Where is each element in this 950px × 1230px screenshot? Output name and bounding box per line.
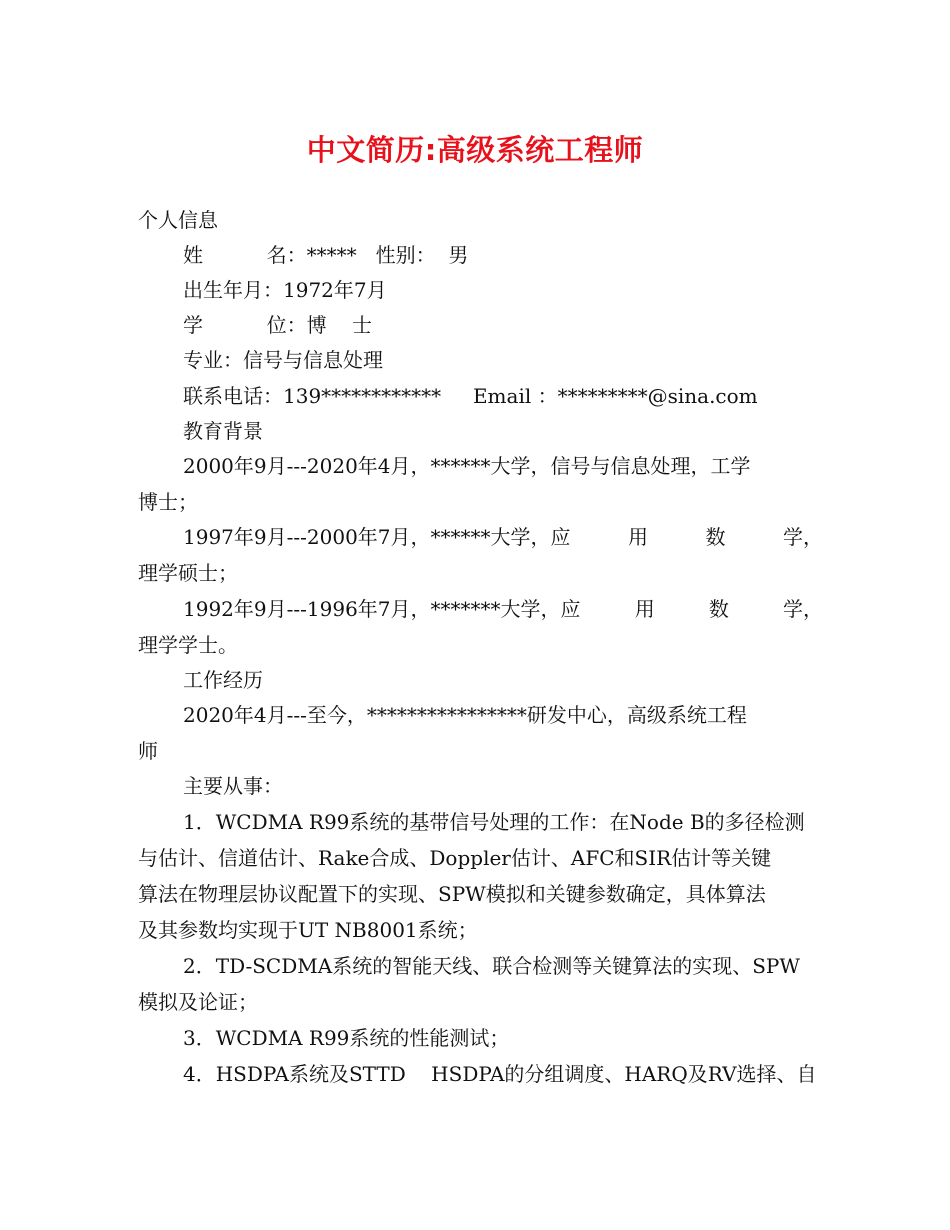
duty-2-line1: 2．TD-SCDMA系统的智能天线、联合检测等关键算法的实现、SPW [183,954,800,978]
gender-field: 性别： 男 [356,243,469,267]
education-entry-2-part: 数 [705,525,726,549]
duty-1-line1: 1．WCDMA R99系统的基带信号处理的工作：在Node B的多径检测 [183,810,805,834]
education-entry-2-part: 1997年9月---2000年7月，******大学，应 [183,525,571,549]
education-entry-2-part: 学， [782,525,823,549]
major-row: 专业：信号与信息处理 [183,348,383,372]
work-entry-line1: 2020年4月---至今，****************研发中心，高级系统工程 [183,703,747,727]
education-entry-1-line2: 博士； [138,490,198,514]
section-heading-education: 教育背景 [183,419,263,443]
education-entry-3-part: 用 [634,597,655,621]
section-heading-personal: 个人信息 [138,208,218,232]
education-entry-2-line1 [183,525,823,549]
education-entry-1-line1: 2000年9月---2020年4月，******大学，信号与信息处理，工学 [183,454,751,478]
education-entry-3-part: 数 [708,597,729,621]
education-entry-3-part: 1992年9月---1996年7月，*******大学，应 [183,597,581,621]
duty-3-line: 3．WCDMA R99系统的性能测试； [183,1026,510,1050]
education-entry-2-line2: 理学硕士； [138,561,238,585]
degree-row: 学 位：博 士 [183,313,373,337]
duty-2-line2: 模拟及论证； [138,990,258,1014]
birth-date-row: 出生年月：1972年7月 [183,278,387,302]
contact-row: 联系电话：139************ Email ：*********@sina.com [183,384,758,408]
name-label: 姓 名： [183,243,307,267]
document-title: 中文简历:高级系统工程师 [306,133,644,167]
section-heading-work: 工作经历 [183,668,263,692]
duty-1-line2: 与估计、信道估计、Rake合成、Doppler估计、AFC和SIR估计等关键 [138,846,772,870]
education-entry-3-part: 学， [783,597,823,621]
name-row [183,243,468,267]
name-value: ***** [306,243,357,267]
duty-4-line: 4．HSDPA系统及STTD HSDPA的分组调度、HARQ及RV选择、自 [183,1062,817,1086]
education-entry-3-line1 [183,597,823,621]
duty-1-line3: 算法在物理层协议配置下的实现、SPW模拟和关键参数确定，具体算法 [138,882,766,906]
education-entry-2-part: 用 [628,525,649,549]
education-entry-3-line2: 理学学士。 [138,633,238,657]
work-entry-line2: 师 [138,739,158,763]
duties-heading: 主要从事： [183,774,283,798]
duty-1-line4: 及其参数均实现于UT NB8001系统； [138,918,478,942]
